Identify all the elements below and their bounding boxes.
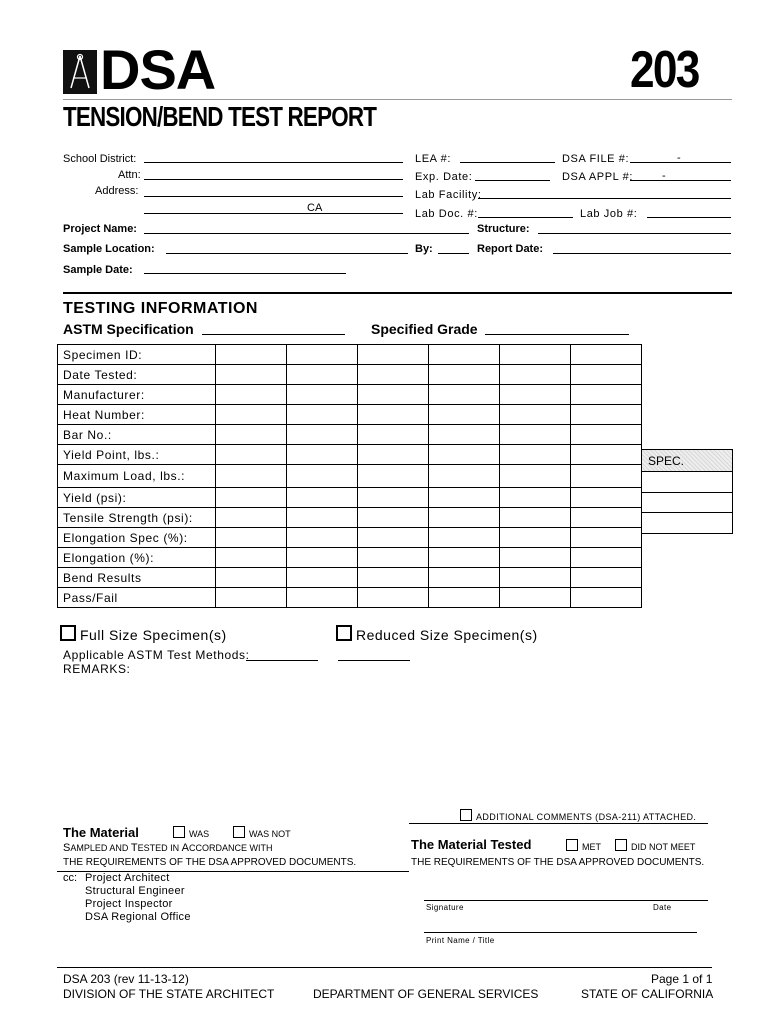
table-cell[interactable] xyxy=(287,588,358,608)
requirements-right: THE REQUIREMENTS OF THE DSA APPROVED DOCUMENTS. xyxy=(411,857,705,868)
table-cell[interactable] xyxy=(216,488,287,508)
report-date-field[interactable] xyxy=(553,253,731,254)
table-cell[interactable] xyxy=(429,528,500,548)
table-cell[interactable] xyxy=(358,345,429,365)
row-label: Specimen ID: xyxy=(58,345,216,365)
row-label: Date Tested: xyxy=(58,365,216,385)
attn-label: Attn: xyxy=(118,169,141,181)
table-cell[interactable] xyxy=(571,385,642,405)
table-row xyxy=(58,508,642,528)
row-label: Bar No.: xyxy=(58,425,216,445)
structure-field[interactable] xyxy=(538,233,731,234)
school-district-field[interactable] xyxy=(144,162,403,163)
table-cell[interactable] xyxy=(358,365,429,385)
was-not-label: WAS NOT xyxy=(249,829,291,839)
table-cell[interactable] xyxy=(571,425,642,445)
table-cell[interactable] xyxy=(358,508,429,528)
table-row xyxy=(58,445,642,465)
table-cell[interactable] xyxy=(216,465,287,488)
methods-label: Applicable ASTM Test Methods: xyxy=(63,648,250,662)
spec-label: SPEC. xyxy=(648,454,685,468)
additional-comments-label: ADDITIONAL COMMENTS (DSA-211) ATTACHED. xyxy=(476,812,697,822)
specified-grade-field[interactable] xyxy=(485,334,629,335)
table-cell[interactable] xyxy=(216,345,287,365)
table-cell[interactable] xyxy=(358,548,429,568)
table-cell[interactable] xyxy=(429,385,500,405)
astm-spec-label: ASTM Specification xyxy=(63,321,194,337)
table-cell[interactable] xyxy=(429,508,500,528)
table-row xyxy=(58,568,642,588)
table-cell[interactable] xyxy=(216,528,287,548)
table-cell[interactable] xyxy=(287,365,358,385)
state-name: STATE OF CALIFORNIA xyxy=(581,987,714,1001)
dsa-file-dash: - xyxy=(677,152,681,164)
table-cell[interactable] xyxy=(358,488,429,508)
was-not-checkbox[interactable] xyxy=(233,826,245,838)
row-label: Yield (psi): xyxy=(58,488,216,508)
table-row xyxy=(58,465,642,488)
dsa-appl-field[interactable] xyxy=(630,180,731,181)
full-size-checkbox-row[interactable] xyxy=(60,625,227,643)
row-label: Bend Results xyxy=(58,568,216,588)
signature-field[interactable] xyxy=(424,900,708,901)
remarks-label: REMARKS: xyxy=(63,662,131,676)
table-cell[interactable] xyxy=(358,445,429,465)
signature-label: Signature xyxy=(426,903,464,912)
methods-field-1[interactable] xyxy=(246,660,318,661)
was-not-row[interactable] xyxy=(233,826,291,839)
cc-item: Structural Engineer xyxy=(85,885,185,897)
was-checkbox[interactable] xyxy=(173,826,185,838)
row-label: Manufacturer: xyxy=(58,385,216,405)
material-label: The Material xyxy=(63,825,139,840)
table-cell[interactable] xyxy=(287,508,358,528)
table-cell[interactable] xyxy=(429,425,500,445)
address-field[interactable] xyxy=(144,196,403,197)
did-not-meet-checkbox[interactable] xyxy=(615,839,627,851)
table-cell[interactable] xyxy=(358,588,429,608)
table-cell[interactable] xyxy=(500,568,571,588)
table-cell[interactable] xyxy=(500,365,571,385)
table-cell[interactable] xyxy=(216,365,287,385)
table-cell[interactable] xyxy=(216,548,287,568)
table-cell[interactable] xyxy=(358,568,429,588)
met-row[interactable] xyxy=(566,839,601,852)
lab-facility-label: Lab Facility: xyxy=(415,189,482,201)
state-value: CA xyxy=(307,202,323,214)
table-cell[interactable] xyxy=(571,445,642,465)
table-cell[interactable] xyxy=(500,528,571,548)
sample-location-label: Sample Location: xyxy=(63,243,155,255)
table-cell[interactable] xyxy=(216,508,287,528)
row-label: Tensile Strength (psi): xyxy=(58,508,216,528)
additional-comments-checkbox[interactable] xyxy=(460,809,472,821)
lab-facility-field[interactable] xyxy=(478,198,731,199)
row-label: Elongation Spec (%): xyxy=(58,528,216,548)
cc-label: cc: xyxy=(63,872,78,884)
print-name-label: Print Name / Title xyxy=(426,936,495,945)
table-cell[interactable] xyxy=(287,548,358,568)
lab-doc-label: Lab Doc. #: xyxy=(415,208,478,220)
table-cell[interactable] xyxy=(358,528,429,548)
table-cell[interactable] xyxy=(571,488,642,508)
table-cell[interactable] xyxy=(287,528,358,548)
table-cell[interactable] xyxy=(571,345,642,365)
report-date-label: Report Date: xyxy=(477,243,544,255)
table-cell[interactable] xyxy=(571,405,642,425)
reduced-size-checkbox[interactable] xyxy=(336,625,352,641)
did-not-meet-row[interactable] xyxy=(615,839,695,852)
form-rev: DSA 203 (rev 11-13-12) xyxy=(63,972,189,986)
astm-spec-field[interactable] xyxy=(202,334,345,335)
lab-job-field[interactable] xyxy=(647,217,731,218)
table-cell[interactable] xyxy=(500,588,571,608)
cc-item: Project Inspector xyxy=(85,898,173,910)
table-cell[interactable] xyxy=(287,488,358,508)
specified-grade-label: Specified Grade xyxy=(371,321,478,337)
row-label: Heat Number: xyxy=(58,405,216,425)
address-line-2[interactable] xyxy=(144,213,403,214)
spec-cell-tensile[interactable] xyxy=(641,512,733,534)
table-cell[interactable] xyxy=(358,425,429,445)
reduced-size-checkbox-row[interactable] xyxy=(336,625,538,643)
table-cell[interactable] xyxy=(216,568,287,588)
table-cell[interactable] xyxy=(429,345,500,365)
department-name: DEPARTMENT OF GENERAL SERVICES xyxy=(313,987,539,1001)
table-cell[interactable] xyxy=(287,445,358,465)
school-district-label: School District: xyxy=(63,153,137,165)
table-cell[interactable] xyxy=(571,528,642,548)
sample-date-label: Sample Date: xyxy=(63,264,133,276)
methods-field-2[interactable] xyxy=(338,660,410,661)
table-cell[interactable] xyxy=(287,385,358,405)
table-cell[interactable] xyxy=(216,385,287,405)
dsa-logo-mark xyxy=(63,50,97,94)
table-row xyxy=(58,425,642,445)
lea-label: LEA #: xyxy=(415,153,452,165)
row-label: Maximum Load, lbs.: xyxy=(58,465,216,488)
table-cell[interactable] xyxy=(287,465,358,488)
by-field[interactable] xyxy=(438,253,469,254)
table-cell[interactable] xyxy=(571,568,642,588)
print-name-field[interactable] xyxy=(424,932,697,933)
table-cell[interactable] xyxy=(429,365,500,385)
table-cell[interactable] xyxy=(571,508,642,528)
was-row[interactable] xyxy=(173,826,209,839)
row-label: Pass/Fail xyxy=(58,588,216,608)
lab-job-label: Lab Job #: xyxy=(580,208,638,220)
was-label: WAS xyxy=(189,829,210,839)
page-number: Page 1 of 1 xyxy=(651,972,713,986)
table-cell[interactable] xyxy=(571,365,642,385)
by-label: By: xyxy=(415,243,433,255)
table-cell[interactable] xyxy=(216,425,287,445)
full-size-label: Full Size Specimen(s) xyxy=(80,627,227,643)
table-row xyxy=(58,405,642,425)
table-cell[interactable] xyxy=(287,405,358,425)
table-cell[interactable] xyxy=(216,405,287,425)
section-divider xyxy=(63,292,732,294)
table-cell[interactable] xyxy=(500,425,571,445)
reduced-size-label: Reduced Size Specimen(s) xyxy=(356,627,538,643)
dsa-appl-dash: - xyxy=(662,170,666,182)
table-row xyxy=(58,548,642,568)
table-cell[interactable] xyxy=(429,568,500,588)
table-cell[interactable] xyxy=(358,385,429,405)
footer-rule xyxy=(57,967,712,968)
table-cell[interactable] xyxy=(500,385,571,405)
table-cell[interactable] xyxy=(500,445,571,465)
address-label: Address: xyxy=(95,185,139,197)
structure-label: Structure: xyxy=(477,223,530,235)
table-row xyxy=(58,528,642,548)
table-cell[interactable] xyxy=(287,345,358,365)
table-cell[interactable] xyxy=(429,548,500,568)
met-label: MET xyxy=(582,842,601,852)
page-title: TENSION/BEND TEST REPORT xyxy=(63,101,377,132)
dsa-file-label: DSA FILE #: xyxy=(562,153,630,165)
cc-item: Project Architect xyxy=(85,872,170,884)
exp-date-label: Exp. Date: xyxy=(415,171,473,183)
dsa-appl-label: DSA APPL #: xyxy=(562,171,634,183)
table-cell[interactable] xyxy=(571,465,642,488)
table-cell[interactable] xyxy=(287,425,358,445)
table-cell[interactable] xyxy=(216,445,287,465)
table-cell[interactable] xyxy=(500,405,571,425)
met-checkbox[interactable] xyxy=(566,839,578,851)
testing-heading: TESTING INFORMATION xyxy=(63,300,258,317)
table-cell[interactable] xyxy=(500,465,571,488)
dsa-logo-text: DSA xyxy=(100,38,216,101)
table-cell[interactable] xyxy=(429,465,500,488)
additional-comments-row[interactable] xyxy=(460,809,696,822)
table-cell[interactable] xyxy=(571,588,642,608)
spec-cell-yield[interactable] xyxy=(641,492,733,514)
cc-list xyxy=(85,872,191,924)
table-cell[interactable] xyxy=(358,405,429,425)
table-cell[interactable] xyxy=(358,465,429,488)
table-cell[interactable] xyxy=(287,568,358,588)
remarks-bottom-rule xyxy=(409,823,708,824)
sample-location-field[interactable] xyxy=(166,253,408,254)
lea-field[interactable] xyxy=(460,162,555,163)
test-results-table xyxy=(57,344,642,608)
requirements-left: THE REQUIREMENTS OF THE DSA APPROVED DOCUMENTS. xyxy=(63,857,357,868)
division-name: DIVISION OF THE STATE ARCHITECT xyxy=(63,987,275,1001)
attn-field[interactable] xyxy=(144,179,403,180)
table-cell[interactable] xyxy=(429,588,500,608)
table-row xyxy=(58,345,642,365)
form-number: 203 xyxy=(630,41,699,99)
table-cell[interactable] xyxy=(429,445,500,465)
full-size-checkbox[interactable] xyxy=(60,625,76,641)
sampled-tested-text: SAMPLED AND TESTED IN ACCORDANCE WITH xyxy=(63,842,273,854)
table-cell[interactable] xyxy=(429,488,500,508)
table-cell[interactable] xyxy=(500,488,571,508)
row-label: Yield Point, lbs.: xyxy=(58,445,216,465)
table-cell[interactable] xyxy=(429,405,500,425)
table-cell[interactable] xyxy=(500,548,571,568)
cc-item: DSA Regional Office xyxy=(85,911,191,923)
project-name-field[interactable] xyxy=(144,233,469,234)
table-row xyxy=(58,385,642,405)
table-cell[interactable] xyxy=(571,548,642,568)
date-label: Date xyxy=(653,903,672,912)
lab-doc-field[interactable] xyxy=(478,217,573,218)
spec-header xyxy=(641,449,733,473)
exp-date-field[interactable] xyxy=(475,180,550,181)
table-row xyxy=(58,488,642,508)
table-cell[interactable] xyxy=(216,588,287,608)
table-cell[interactable] xyxy=(500,508,571,528)
row-label: Elongation (%): xyxy=(58,548,216,568)
table-row xyxy=(58,365,642,385)
sample-date-field[interactable] xyxy=(144,273,346,274)
did-not-meet-label: DID NOT MEET xyxy=(631,842,696,852)
table-cell[interactable] xyxy=(500,345,571,365)
table-row xyxy=(58,588,642,608)
project-name-label: Project Name: xyxy=(63,223,137,235)
spec-cell-max-load[interactable] xyxy=(641,471,733,493)
material-tested-label: The Material Tested xyxy=(411,837,532,852)
